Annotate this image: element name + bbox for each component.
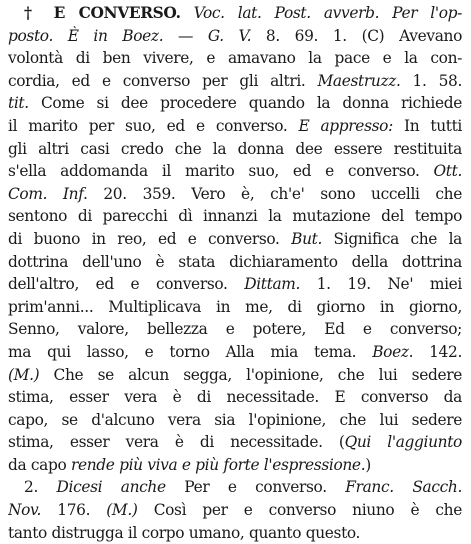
entry-text-run: 176. bbox=[41, 501, 107, 520]
entry-text-run: ) bbox=[365, 455, 371, 474]
entry-line bbox=[8, 25, 462, 48]
entry-line bbox=[8, 92, 462, 115]
entry-line bbox=[8, 115, 462, 138]
entry-text-run: Voc. lat. Post. avverb. Per l'op- bbox=[193, 4, 462, 22]
entry-line bbox=[8, 499, 462, 522]
entry-line bbox=[8, 454, 462, 477]
entry-line bbox=[8, 160, 462, 183]
entry-text-run: Com. Inf. bbox=[8, 184, 88, 203]
entry-text-run: ma qui lasso, e torno Alla mia tema. bbox=[8, 342, 373, 361]
entry-text-run: Nov. bbox=[8, 501, 42, 520]
entry-text-run: 1. 58. bbox=[400, 71, 462, 90]
entry-text-run: da capo bbox=[8, 455, 71, 474]
entry-text-run: di buono in reo, ed e converso. bbox=[8, 229, 292, 248]
entry-text-run: s'ella addomanda il marito suo, ed e converso. bbox=[8, 162, 434, 181]
entry-line bbox=[8, 386, 462, 409]
entry-line bbox=[8, 47, 462, 70]
entry-line bbox=[8, 522, 462, 544]
entry-text-run: G. V. bbox=[207, 26, 252, 45]
entry-line bbox=[8, 70, 462, 93]
entry-text-run: 20. 359. Vero è, ch'e' sono uccelli che bbox=[87, 184, 462, 203]
entry-text-run: capo, se d'alcuno vera sia l'opinione, che lui sedere bbox=[8, 410, 462, 429]
entry-line bbox=[8, 409, 462, 432]
entry-line bbox=[8, 251, 462, 274]
entry-line bbox=[8, 273, 462, 296]
entry-text-run: † E CONVERSO. bbox=[24, 4, 181, 22]
entry-text-run: il marito per suo, ed e converso. bbox=[8, 116, 299, 135]
entry-line bbox=[8, 2, 462, 25]
entry-text-run: Ott. bbox=[433, 162, 462, 181]
entry-line bbox=[8, 476, 462, 499]
entry-text-run: sentono di parecchi dì innanzi la mutazione del tempo bbox=[8, 207, 462, 226]
entry-text-run: dell'altro, ed e converso. bbox=[8, 275, 245, 294]
entry-text-run: cordia, ed e converso per gli altri. bbox=[8, 71, 318, 90]
entry-text-run: Maestruzz. bbox=[317, 71, 401, 90]
entry-text-run: Così per e converso niuno è che bbox=[137, 501, 462, 520]
entry-line bbox=[8, 364, 462, 387]
entry-text-run: volontà di ben vivere, e amavano la pace e la con- bbox=[8, 49, 462, 68]
entry-line bbox=[8, 318, 462, 341]
entry-text-run: — bbox=[163, 26, 208, 45]
entry-text-run: Boez. bbox=[372, 342, 414, 361]
entry-text-run: Dicesi anche bbox=[56, 478, 166, 497]
entry-text-run: Franc. Sacch. bbox=[345, 478, 462, 497]
entry-text-run: (M.) bbox=[106, 501, 138, 520]
entry-text-run: prim'anni... Multiplicava in me, di giorno in giorno, bbox=[8, 297, 462, 316]
entry-text-run: (M.) bbox=[8, 365, 40, 384]
entry-text-run: tit. bbox=[8, 94, 29, 113]
entry-line bbox=[8, 431, 462, 454]
entry-text-run bbox=[181, 4, 194, 22]
entry-text-run: 142. bbox=[413, 342, 462, 361]
entry-text-run: 2. bbox=[24, 478, 57, 497]
dictionary-entry-e-converso bbox=[8, 2, 462, 544]
entry-text-run: posto. È in Boez. bbox=[8, 26, 164, 45]
entry-text-run: 1. 19. Ne' miei bbox=[300, 275, 462, 294]
entry-text-run: In tutti bbox=[392, 116, 462, 135]
entry-text-run: 8. 69. 1. (C) Avevano bbox=[251, 26, 462, 45]
entry-line bbox=[8, 228, 462, 251]
entry-text-run: gli altri casi credo che la donna dee essere restituita bbox=[8, 139, 462, 158]
entry-line bbox=[8, 183, 462, 206]
entry-text-run: Dittam. bbox=[244, 275, 301, 294]
entry-text-run: But. bbox=[291, 229, 323, 248]
entry-text-run: tanto distrugga il corpo umano, quanto questo. bbox=[8, 523, 361, 542]
entry-text-run: dottrina dell'uno è stata dichiaramento della dottrina bbox=[8, 252, 462, 271]
entry-text-run: stima, esser vera è di necessitade. E converso da bbox=[8, 388, 462, 407]
entry-line bbox=[8, 296, 462, 319]
entry-text-run: Per e converso. bbox=[165, 478, 346, 497]
entry-text-run: Come si dee procedere quando la donna richiede bbox=[28, 94, 462, 113]
entry-text-run: Senno, valore, bellezza e potere, Ed e converso; bbox=[8, 320, 462, 339]
entry-line bbox=[8, 205, 462, 228]
entry-text-run: Significa che la bbox=[322, 229, 462, 248]
entry-text-run: Qui l'aggiunto bbox=[344, 433, 462, 452]
entry-text-run: Che se alcun segga, l'opinione, che lui sedere bbox=[39, 365, 462, 384]
entry-text-run: E appresso: bbox=[298, 116, 393, 135]
entry-line bbox=[8, 341, 462, 364]
entry-text-run: stima, esser vera è di necessitade. ( bbox=[8, 433, 345, 452]
entry-line bbox=[8, 138, 462, 161]
entry-text-run: rende più viva e più forte l'espressione. bbox=[70, 455, 366, 474]
